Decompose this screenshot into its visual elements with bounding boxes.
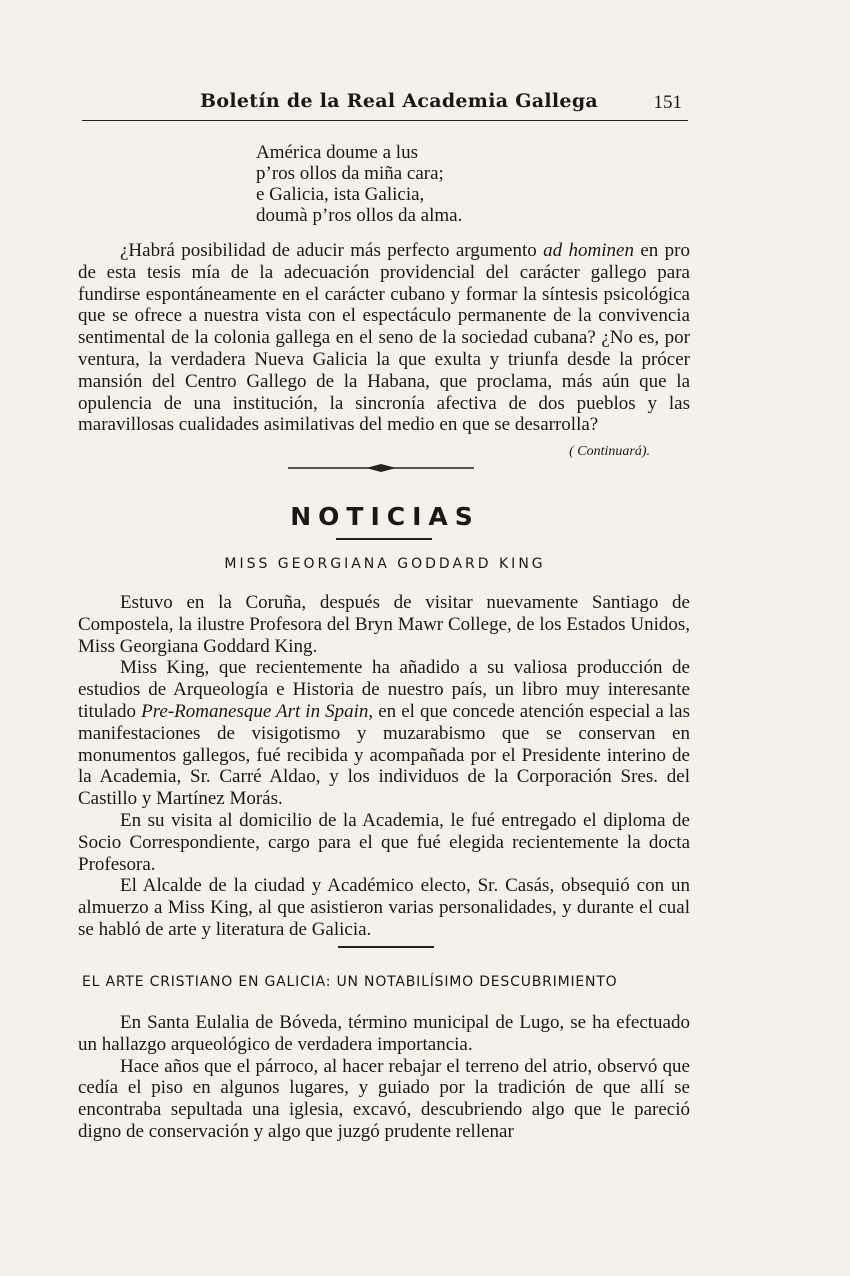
latin-phrase: ad hominen <box>543 240 634 261</box>
news-paragraph: Miss King, que recientemente ha añadido a su valiosa producción de estudios de Arqueología e Historia de nuestro país, un libro muy interesante titulado Pre-Romanesque Art in Spain, en el que concede atención especial a las manifestaciones de visigotismo y muzarabismo que se conservan en monumentos gallegos, fué recibida y acompañada por el Presidente interino de la Academia, Sr. Carré Aldao, y los individuos de la Corporación Sres. del Castillo y Martínez Morás. <box>78 657 690 810</box>
news-paragraph: En su visita al domicilio de la Academia, le fué entregado el diploma de Socio Correspondiente, cargo para el que fué elegida recientemente la docta Profesora. <box>78 809 690 875</box>
ornament-divider <box>288 462 474 474</box>
title-rule <box>336 538 432 540</box>
news-paragraph: Estuvo en la Coruña, después de visitar nuevamente Santiago de Compostela, la ilustre Profesora del Bryn Mawr College, de los Estados Unidos, Miss Georgiana Goddard King. <box>78 592 690 657</box>
article-paragraph: En Santa Eulalia de Bóveda, término municipal de Lugo, se ha efectuado un hallazgo arqueológico de verdadera importancia. <box>78 1012 690 1055</box>
poem-line: América doume a lus <box>256 142 418 163</box>
journal-title: Boletín de la Real Academia Gallega <box>200 90 599 112</box>
running-header <box>82 88 688 121</box>
poem-quote <box>256 142 462 226</box>
news-subheading: MISS GEORGIANA GODDARD KING <box>224 556 546 572</box>
poem-line: e Galicia, ista Galicia, <box>256 184 425 205</box>
article-body <box>78 1012 690 1143</box>
section-title: NOTICIAS <box>290 502 480 531</box>
news-body <box>78 592 690 941</box>
article-paragraph: Hace años que el párroco, al hacer rebajar el terreno del atrio, observó que cedía el piso en algunos lugares, y guiado por la tradición de que allí se encontraba sepultada una iglesia, excavó, descubriendo algo que le pareció digno de conservación y algo que juzgó prudente rellenar <box>78 1055 690 1142</box>
article-paragraph: ¿Habrá posibilidad de aducir más perfecto argumento ad hominen en pro de esta tesis mía de la adecuación providencial del carácter gallego para fundirse espontáneamente en el carácter cubano y formar la síntesis psicológica que se ofrece a nuestra vista con el espectáculo permanente de la convivencia sentimental de la colonia gallega en el seno de la sociedad cubana? ¿No es, por ventura, la verdadera Nueva Galicia la que exulta y triunfa desde la prócer mansión del Centro Gallego de la Habana, que proclama, más aún que la opulencia de una institución, la sincronía afectiva de dos pueblos y las maravillosas cualidades asimilativas del medio en que se desarrolla? <box>78 240 690 436</box>
section-rule <box>338 946 434 948</box>
book-title: Pre-Romanesque Art in Spain, <box>141 700 374 722</box>
poem-line: doumà p’ros ollos da alma. <box>256 205 463 226</box>
continued-note: ( Continuará). <box>569 444 650 459</box>
news-paragraph: El Alcalde de la ciudad y Académico electo, Sr. Casás, obsequió con un almuerzo a Miss King, al que asistieron varias personalidades, y durante el cual se habló de arte y literatura de Galicia. <box>78 875 690 940</box>
article-heading: EL ARTE CRISTIANO EN GALICIA: UN NOTABILÍSIMO DESCUBRIMIENTO <box>82 974 618 990</box>
poem-line: p’ros ollos da miña cara; <box>256 163 444 184</box>
page-number: 151 <box>653 92 682 113</box>
